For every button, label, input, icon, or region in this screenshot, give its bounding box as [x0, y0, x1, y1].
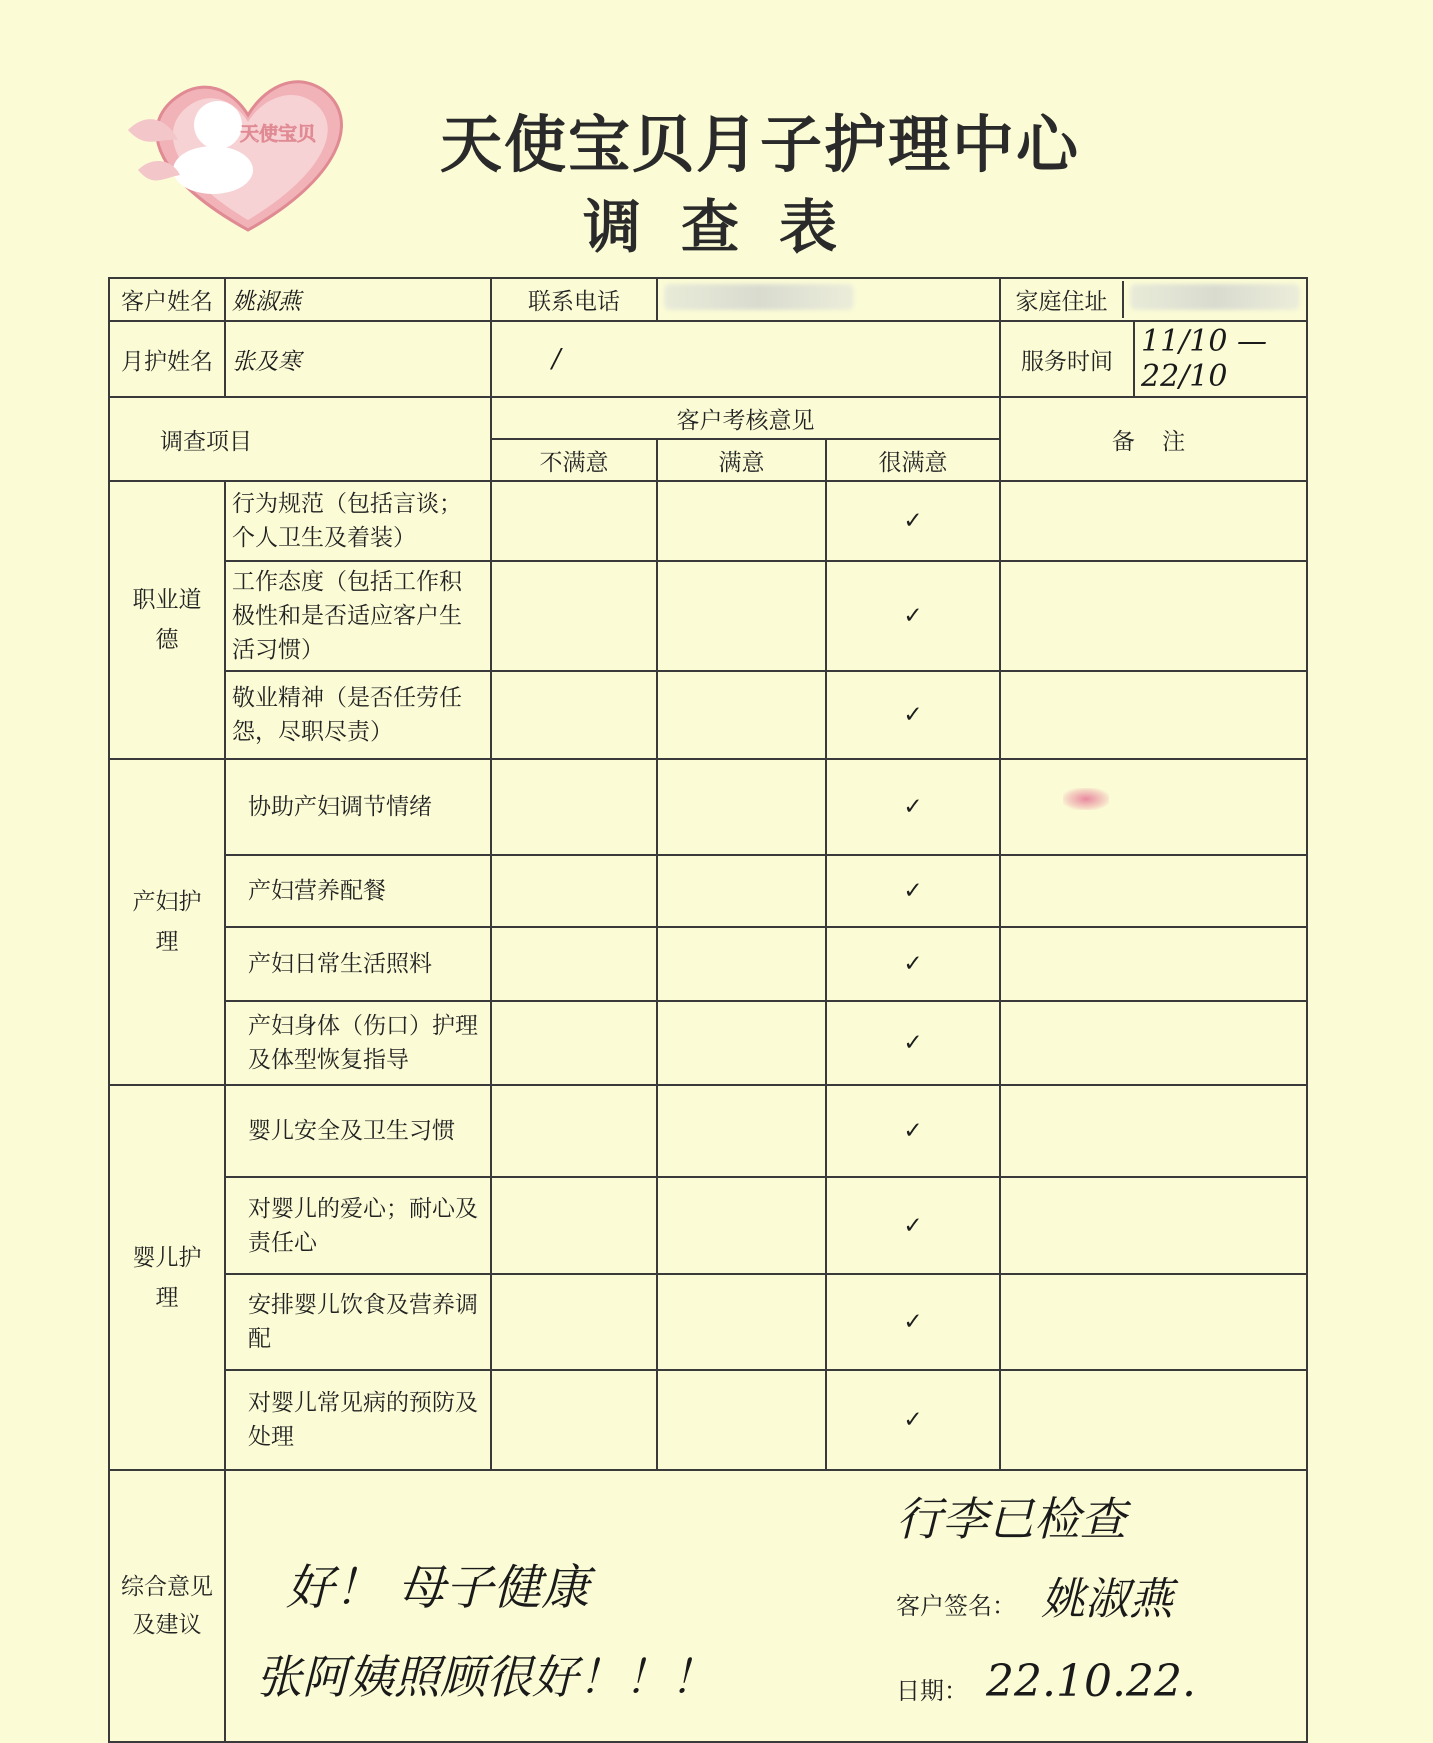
survey-item: 安排婴儿饮食及营养调配 — [225, 1274, 491, 1370]
address-value-redacted — [1123, 281, 1306, 318]
check-mark: ✓ — [826, 759, 1000, 855]
remark-cell — [1000, 1177, 1307, 1274]
summary-handwriting-2: 张阿姨照顾很好！！！ — [256, 1650, 716, 1704]
unsatisfied-cell — [491, 671, 657, 759]
customer-name-value: 姚淑燕 — [225, 278, 491, 321]
check-mark: ✓ — [826, 481, 1000, 561]
info-row-1 — [109, 278, 1307, 321]
unsatisfied-cell — [491, 927, 657, 1001]
survey-row — [109, 1370, 1307, 1470]
logo — [118, 60, 378, 240]
check-mark: ✓ — [826, 1274, 1000, 1370]
page-subtitle: 调查表 — [582, 193, 877, 261]
nurse-name-value: 张及寒 — [225, 321, 491, 397]
remark-cell — [1000, 759, 1307, 855]
survey-item: 敬业精神（是否任劳任怨，尽职尽责） — [225, 671, 491, 759]
customer-name-label: 客户姓名 — [109, 278, 225, 321]
category-label: 产妇护理 — [109, 759, 225, 1085]
summary-content — [225, 1470, 1307, 1742]
survey-table — [108, 277, 1308, 1743]
summary-handwriting-1: 好！ 母子健康 — [286, 1560, 590, 1616]
survey-item: 工作态度（包括工作积极性和是否适应客户生活习惯） — [225, 561, 491, 671]
remark-cell — [1000, 855, 1307, 927]
satisfied-cell — [657, 927, 826, 1001]
survey-row — [109, 855, 1307, 927]
remark-header: 备 注 — [1000, 397, 1307, 481]
unsatisfied-cell — [491, 1001, 657, 1085]
satisfied-cell — [657, 1177, 826, 1274]
survey-item: 产妇身体（伤口）护理及体型恢复指导 — [225, 1001, 491, 1085]
date-label: 日期： — [896, 1677, 968, 1705]
survey-row — [109, 1177, 1307, 1274]
remark-cell — [1000, 1085, 1307, 1177]
col-unsatisfied: 不满意 — [491, 439, 657, 481]
item-header: 调查项目 — [109, 397, 491, 481]
service-time-value: 11/10 — 22/10 — [1141, 324, 1267, 394]
satisfied-cell — [657, 855, 826, 927]
unsatisfied-cell — [491, 1370, 657, 1470]
summary-note: 行李已检查 — [896, 1492, 1126, 1546]
service-time-cell — [1000, 321, 1307, 397]
summary-row — [109, 1470, 1307, 1742]
signature-label: 客户签名： — [896, 1592, 1016, 1620]
phone-value-redacted — [657, 278, 1000, 321]
check-mark: ✓ — [826, 1001, 1000, 1085]
remark-cell — [1000, 481, 1307, 561]
signature-value: 姚淑燕 — [1041, 1574, 1173, 1625]
category-label: 职业道德 — [109, 481, 225, 759]
category-label: 婴儿护理 — [109, 1085, 225, 1470]
unsatisfied-cell — [491, 1177, 657, 1274]
survey-row — [109, 1085, 1307, 1177]
info-row-2 — [109, 321, 1307, 397]
survey-row — [109, 671, 1307, 759]
nurse-name-label: 月护姓名 — [109, 321, 225, 397]
unsatisfied-cell — [491, 1274, 657, 1370]
survey-item: 产妇日常生活照料 — [225, 927, 491, 1001]
check-mark: ✓ — [826, 561, 1000, 671]
date-value: 22.10.22. — [986, 1656, 1196, 1707]
address-cell — [1000, 278, 1307, 321]
survey-row — [109, 1001, 1307, 1085]
survey-item: 婴儿安全及卫生习惯 — [225, 1085, 491, 1177]
header-row-1 — [109, 397, 1307, 439]
satisfied-cell — [657, 1001, 826, 1085]
service-time-label: 服务时间 — [1001, 322, 1134, 396]
remark-cell — [1000, 671, 1307, 759]
phone-label: 联系电话 — [491, 278, 657, 321]
satisfied-cell — [657, 561, 826, 671]
logo-text: 天使宝贝 — [240, 123, 317, 145]
survey-item: 对婴儿常见病的预防及处理 — [225, 1370, 491, 1470]
satisfied-cell — [657, 1274, 826, 1370]
survey-row — [109, 759, 1307, 855]
remark-cell — [1000, 1370, 1307, 1470]
satisfied-cell — [657, 759, 826, 855]
check-mark: ✓ — [826, 671, 1000, 759]
address-label: 家庭住址 — [1001, 281, 1123, 318]
check-mark: ✓ — [826, 927, 1000, 1001]
survey-item: 产妇营养配餐 — [225, 855, 491, 927]
satisfied-cell — [657, 1085, 826, 1177]
survey-row — [109, 561, 1307, 671]
page-title: 天使宝贝月子护理中心 — [439, 108, 1080, 181]
check-mark: ✓ — [826, 1370, 1000, 1470]
satisfied-cell — [657, 481, 826, 561]
satisfied-cell — [657, 1370, 826, 1470]
check-mark: ✓ — [826, 1177, 1000, 1274]
check-mark: ✓ — [826, 855, 1000, 927]
col-very-satisfied: 很满意 — [826, 439, 1000, 481]
survey-row — [109, 481, 1307, 561]
ink-stain — [1063, 788, 1109, 810]
unsatisfied-cell — [491, 481, 657, 561]
unsatisfied-cell — [491, 759, 657, 855]
survey-item: 协助产妇调节情绪 — [225, 759, 491, 855]
unsatisfied-cell — [491, 1085, 657, 1177]
satisfied-cell — [657, 671, 826, 759]
col-satisfied: 满意 — [657, 439, 826, 481]
survey-row — [109, 1274, 1307, 1370]
survey-item: 对婴儿的爱心；耐心及责任心 — [225, 1177, 491, 1274]
unsatisfied-cell — [491, 855, 657, 927]
summary-label: 综合意见及建议 — [109, 1470, 225, 1742]
phone-row2-value: / — [491, 321, 1000, 397]
remark-cell — [1000, 1001, 1307, 1085]
opinion-header: 客户考核意见 — [491, 397, 1000, 439]
survey-item: 行为规范（包括言谈；个人卫生及着装） — [225, 481, 491, 561]
remark-cell — [1000, 1274, 1307, 1370]
remark-cell — [1000, 561, 1307, 671]
check-mark: ✓ — [826, 1085, 1000, 1177]
unsatisfied-cell — [491, 561, 657, 671]
survey-row — [109, 927, 1307, 1001]
remark-cell — [1000, 927, 1307, 1001]
